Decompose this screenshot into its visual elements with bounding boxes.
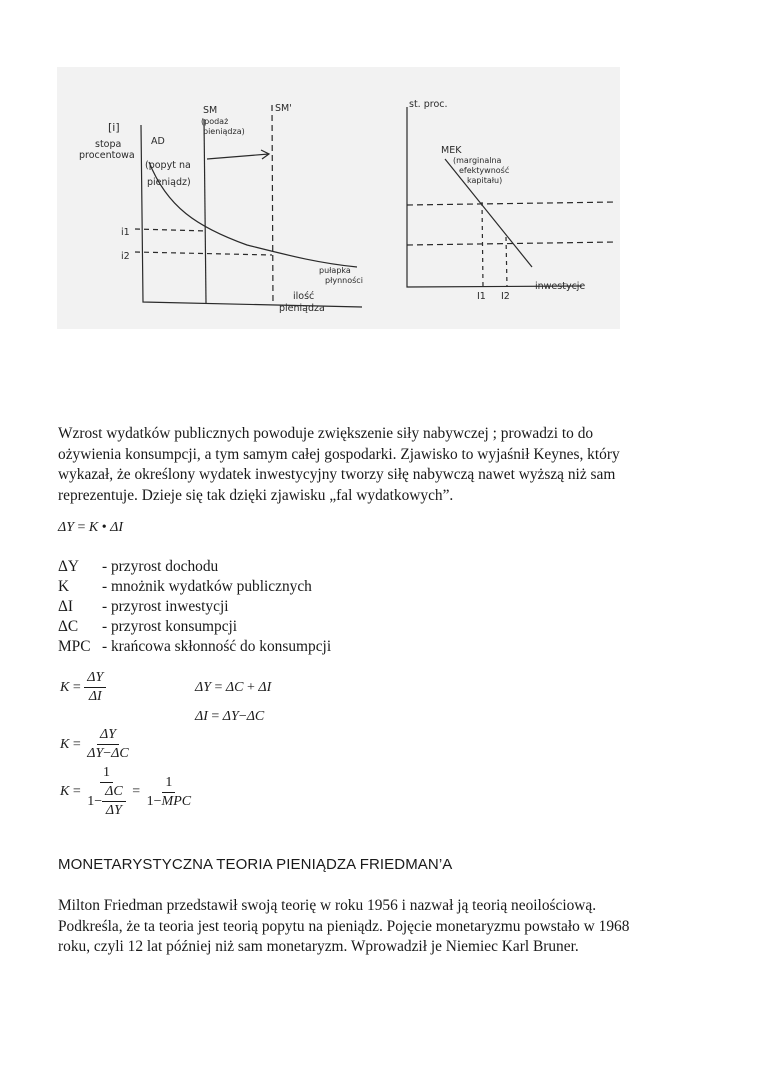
sm-label: SM xyxy=(203,105,218,116)
legend-row xyxy=(58,617,331,637)
legend-desc: - przyrost inwestycji xyxy=(102,598,229,615)
f5-den2-minus: − xyxy=(153,793,162,809)
keynes-sketch-figure xyxy=(57,67,620,329)
mek-sub2: efektywność xyxy=(459,166,510,175)
i2-line xyxy=(135,252,272,255)
f1-num: ΔY xyxy=(84,670,106,688)
right-i1-line xyxy=(407,202,617,205)
f5-inner-den: ΔY xyxy=(105,803,122,818)
f5-fraction-1 xyxy=(84,765,128,819)
intro-line-2: ożywienia konsumpcji, a tym samym całej gospodarki. Zjawisko to wyjaśnił Keynes, który xyxy=(58,445,620,463)
f2-eq: = xyxy=(214,680,223,695)
formula-k: K xyxy=(88,520,99,535)
sm-sub1: (podaż xyxy=(201,117,229,126)
f5-den2-mpc: MPC xyxy=(161,793,192,809)
f2-dc: ΔC xyxy=(225,680,244,695)
section-paragraph xyxy=(58,896,708,958)
f4-eq: = xyxy=(72,736,81,752)
symbol-legend xyxy=(58,557,331,657)
intro-line-4: reprezentuje. Dzieje się tak dzięki zjawisku „fal wydatkowych”. xyxy=(58,486,454,504)
ad-sub1: (popyt na xyxy=(145,160,191,171)
formula-di-diff xyxy=(195,709,264,725)
legend-row xyxy=(58,557,331,577)
i1-label: i1 xyxy=(121,227,130,238)
f3-dy: ΔY xyxy=(222,709,239,724)
I2-label: I2 xyxy=(501,291,510,302)
f4-fraction xyxy=(84,727,131,762)
sm-prime-line xyxy=(272,105,273,305)
legend-symbol: K xyxy=(58,578,70,595)
f4-den-dy: ΔY xyxy=(87,746,104,761)
f4-k: K xyxy=(60,736,70,752)
legend-symbol: ΔI xyxy=(58,598,74,615)
f1-k: K xyxy=(60,679,70,695)
formula-delta-i: ΔI xyxy=(110,520,124,535)
legend-symbol: ΔC xyxy=(58,618,79,635)
I2-line xyxy=(506,237,507,287)
f5-eq-2: = xyxy=(132,784,141,799)
multiplier-formula xyxy=(58,520,123,536)
f3-minus: − xyxy=(238,709,247,724)
sm-sub2: pieniądza) xyxy=(203,127,245,136)
f3-di: ΔI xyxy=(195,709,208,724)
f5-den-minus: − xyxy=(94,793,103,809)
legend-desc: - mnożnik wydatków publicznych xyxy=(102,578,312,595)
section-line-3: roku, czyli 12 lat później niż sam monetaryzm. Wprowadził je Niemiec Karl Bruner. xyxy=(58,938,579,955)
f5-den2-one: 1 xyxy=(146,793,154,809)
f5-eq: = xyxy=(72,784,81,799)
sm-prime-label: SM' xyxy=(275,103,292,114)
ilosc-label: ilość xyxy=(293,291,315,302)
formula-dy-sum xyxy=(195,680,271,696)
legend-desc: - przyrost konsumpcji xyxy=(102,618,238,635)
legend-desc: - przyrost dochodu xyxy=(102,558,219,575)
sketch-svg xyxy=(57,67,620,329)
f1-eq: = xyxy=(72,679,81,695)
f3-dc: ΔC xyxy=(246,709,265,724)
trap-label-1: pułapka xyxy=(319,266,351,275)
f5-k: K xyxy=(60,784,70,799)
f3-eq: = xyxy=(211,709,220,724)
formula-dot: • xyxy=(101,520,107,535)
I1-line xyxy=(482,202,483,287)
legend-row xyxy=(58,597,331,617)
f5-den-1 xyxy=(84,783,128,819)
f4-den-dc: ΔC xyxy=(111,746,129,761)
section-heading: MONETARYSTYCZNA TEORIA PIENIĄDZA FRIEDMAN’A xyxy=(58,856,453,873)
shift-arrow xyxy=(207,154,269,159)
right-axes xyxy=(407,107,582,287)
f1-fraction xyxy=(84,670,106,705)
f2-dy: ΔY xyxy=(195,680,212,695)
trap-label-2: płynności xyxy=(325,276,363,285)
f2-plus: + xyxy=(246,680,255,695)
st-proc-label: st. proc. xyxy=(409,99,448,110)
f4-den xyxy=(84,745,131,762)
intro-line-1: Wzrost wydatków publicznych powoduje zwiększenie siły nabywczej ; prowadzi to do xyxy=(58,425,594,442)
intro-paragraph xyxy=(58,424,708,506)
f2-di: ΔI xyxy=(258,680,272,695)
f5-num-1: 1 xyxy=(100,765,113,783)
mek-label: MEK xyxy=(441,145,462,156)
i1-line xyxy=(135,229,207,231)
stopa-label: stopa xyxy=(95,139,122,150)
procentowa-label: procentowa xyxy=(79,150,135,161)
mek-sub1: (marginalna xyxy=(453,156,502,165)
formula-k-mpc xyxy=(60,765,194,819)
f5-den-one: 1 xyxy=(87,793,95,809)
legend-symbol: ΔY xyxy=(58,558,80,575)
f1-den: ΔI xyxy=(88,689,102,704)
f4-den-minus: − xyxy=(103,746,112,761)
section-line-2: Podkreśla, że ta teoria jest teorią popytu na pieniądz. Pojęcie monetaryzmu powstało w 1968 xyxy=(58,917,630,935)
f5-inner-fraction xyxy=(102,784,126,819)
I1-label: I1 xyxy=(477,291,486,302)
intro-line-3: wykazał, że określony wydatek inwestycyjny tworzy siłę nabywczą nawet wyższą niż sam xyxy=(58,466,616,483)
legend-row xyxy=(58,637,331,657)
f5-inner-num: ΔC xyxy=(102,784,126,802)
pieniadza-label: pieniądza xyxy=(279,303,325,314)
mek-sub3: kapitału) xyxy=(467,176,503,185)
f4-num: ΔY xyxy=(97,727,119,745)
legend-desc: - krańcowa skłonność do konsumpcji xyxy=(102,638,332,655)
bracket-label: [i] xyxy=(108,121,120,134)
ad-label: AD xyxy=(151,136,165,147)
legend-row xyxy=(58,577,331,597)
ad-sub2: pieniądz) xyxy=(147,177,191,188)
i2-label: i2 xyxy=(121,251,130,262)
f5-num-2: 1 xyxy=(162,775,175,793)
formula-delta-y: ΔY xyxy=(58,520,75,535)
legend-symbol: MPC xyxy=(58,638,91,655)
sm-line xyxy=(204,119,206,303)
inwestycje-label: inwestycje xyxy=(535,281,586,292)
formula-eq: = xyxy=(77,520,86,535)
section-line-1: Milton Friedman przedstawił swoją teorię w roku 1956 i nazwał ją teorią neoilościową. xyxy=(58,897,597,914)
formula-k-dy-dydc xyxy=(60,727,132,762)
f5-den-2 xyxy=(144,793,194,810)
formula-k-dy-di xyxy=(60,670,106,705)
f5-fraction-2 xyxy=(144,775,194,810)
